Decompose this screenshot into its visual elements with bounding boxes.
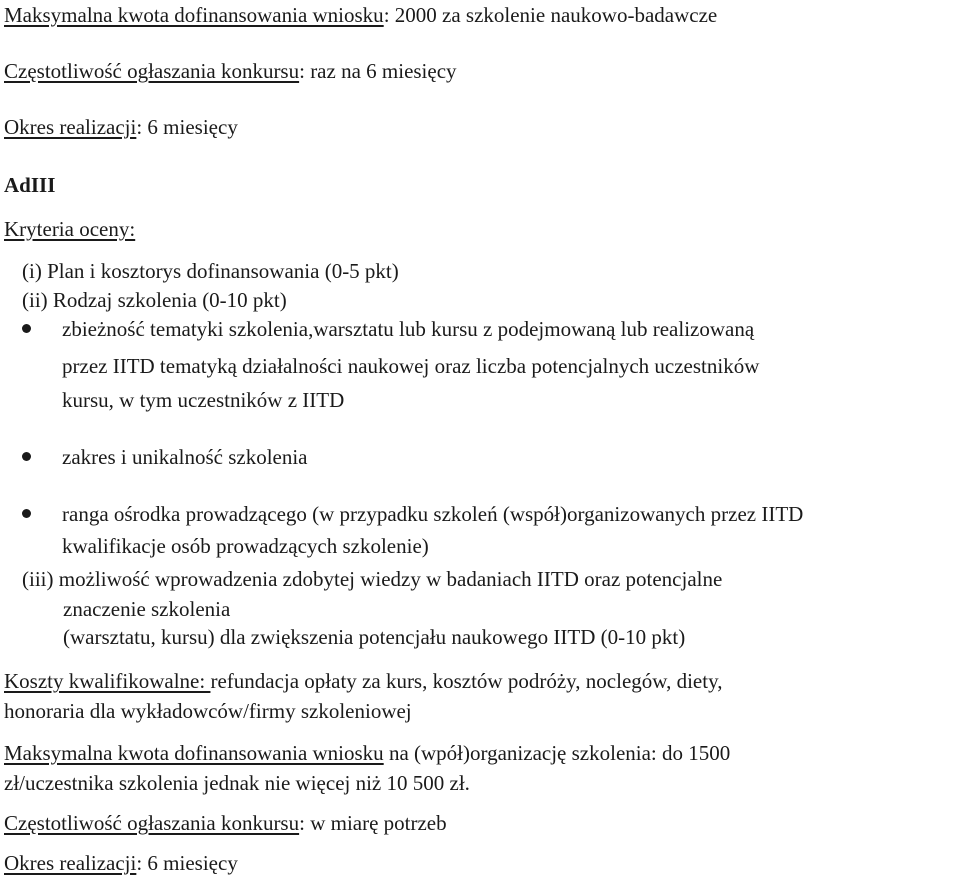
bullet-1-line-2: przez IITD tematyką działalności naukowej oraz liczba potencjalnych uczestników [62, 354, 760, 378]
prev-frequency-line [4, 58, 457, 84]
period-label: Okres realizacji [4, 851, 137, 875]
bullet-3-line-2: kwalifikacje osób prowadzących szkolenie) [62, 534, 429, 558]
criterion-3-line-2: znaczenie szkolenia [63, 597, 231, 621]
costs-line-2: honoraria dla wykładowców/firmy szkoleniowej [4, 699, 412, 723]
prev-max-amount-value: : 2000 za szkolenie naukowo-badawcze [383, 3, 718, 27]
criterion-3-line-3: (warsztatu, kursu) dla zwiększenia potencjału naukowego IITD (0-10 pkt) [63, 625, 686, 649]
frequency-label: Częstotliwość ogłaszania konkursu [4, 811, 300, 835]
bullet-2-line-1: zakres i unikalność szkolenia [62, 445, 308, 469]
costs-value-1: refundacja opłaty za kurs, kosztów podróży, noclegów, diety, [210, 669, 723, 693]
bullet-1-line-1: zbieżność tematyki szkolenia,warsztatu lub kursu z podejmowaną lub realizowaną [62, 317, 755, 341]
frequency-value: : w miarę potrzeb [299, 811, 447, 835]
bullet-icon [22, 452, 31, 461]
prev-period-value: : 6 miesięcy [136, 115, 238, 139]
costs-label: Koszty kwalifikowalne: [4, 669, 211, 693]
criteria-label: Kryteria oceny: [4, 217, 136, 241]
costs-line-1 [4, 668, 722, 694]
period-line [4, 850, 238, 876]
bullet-icon [22, 509, 31, 518]
max-amount-line-2: zł/uczestnika szkolenia jednak nie więcej niż 10 500 zł. [4, 771, 470, 795]
section-title: AdIII [4, 173, 56, 197]
criterion-1: (i) Plan i kosztorys dofinansowania (0-5 pkt) [22, 259, 399, 283]
max-amount-label: Maksymalna kwota dofinansowania wniosku [4, 741, 384, 765]
bullet-3-line-1: ranga ośrodka prowadzącego (w przypadku szkoleń (współ)organizowanych przez IITD [62, 502, 804, 526]
frequency-line [4, 810, 447, 836]
bullet-icon [22, 324, 31, 333]
prev-frequency-label: Częstotliwość ogłaszania konkursu [4, 59, 300, 83]
period-value: : 6 miesięcy [136, 851, 238, 875]
prev-max-amount-label: Maksymalna kwota dofinansowania wniosku [4, 3, 384, 27]
max-amount-value-1: na (wpół)organizację szkolenia: do 1500 [383, 741, 731, 765]
prev-period-line [4, 114, 238, 140]
prev-period-label: Okres realizacji [4, 115, 137, 139]
prev-frequency-value: : raz na 6 miesięcy [299, 59, 457, 83]
criterion-3-line-1: (iii) możliwość wprowadzenia zdobytej wiedzy w badaniach IITD oraz potencjalne [22, 567, 723, 591]
prev-max-amount-line [4, 2, 717, 28]
max-amount-line-1 [4, 740, 730, 766]
bullet-1-line-3: kursu, w tym uczestników z IITD [62, 388, 345, 412]
criterion-2: (ii) Rodzaj szkolenia (0-10 pkt) [22, 288, 287, 312]
